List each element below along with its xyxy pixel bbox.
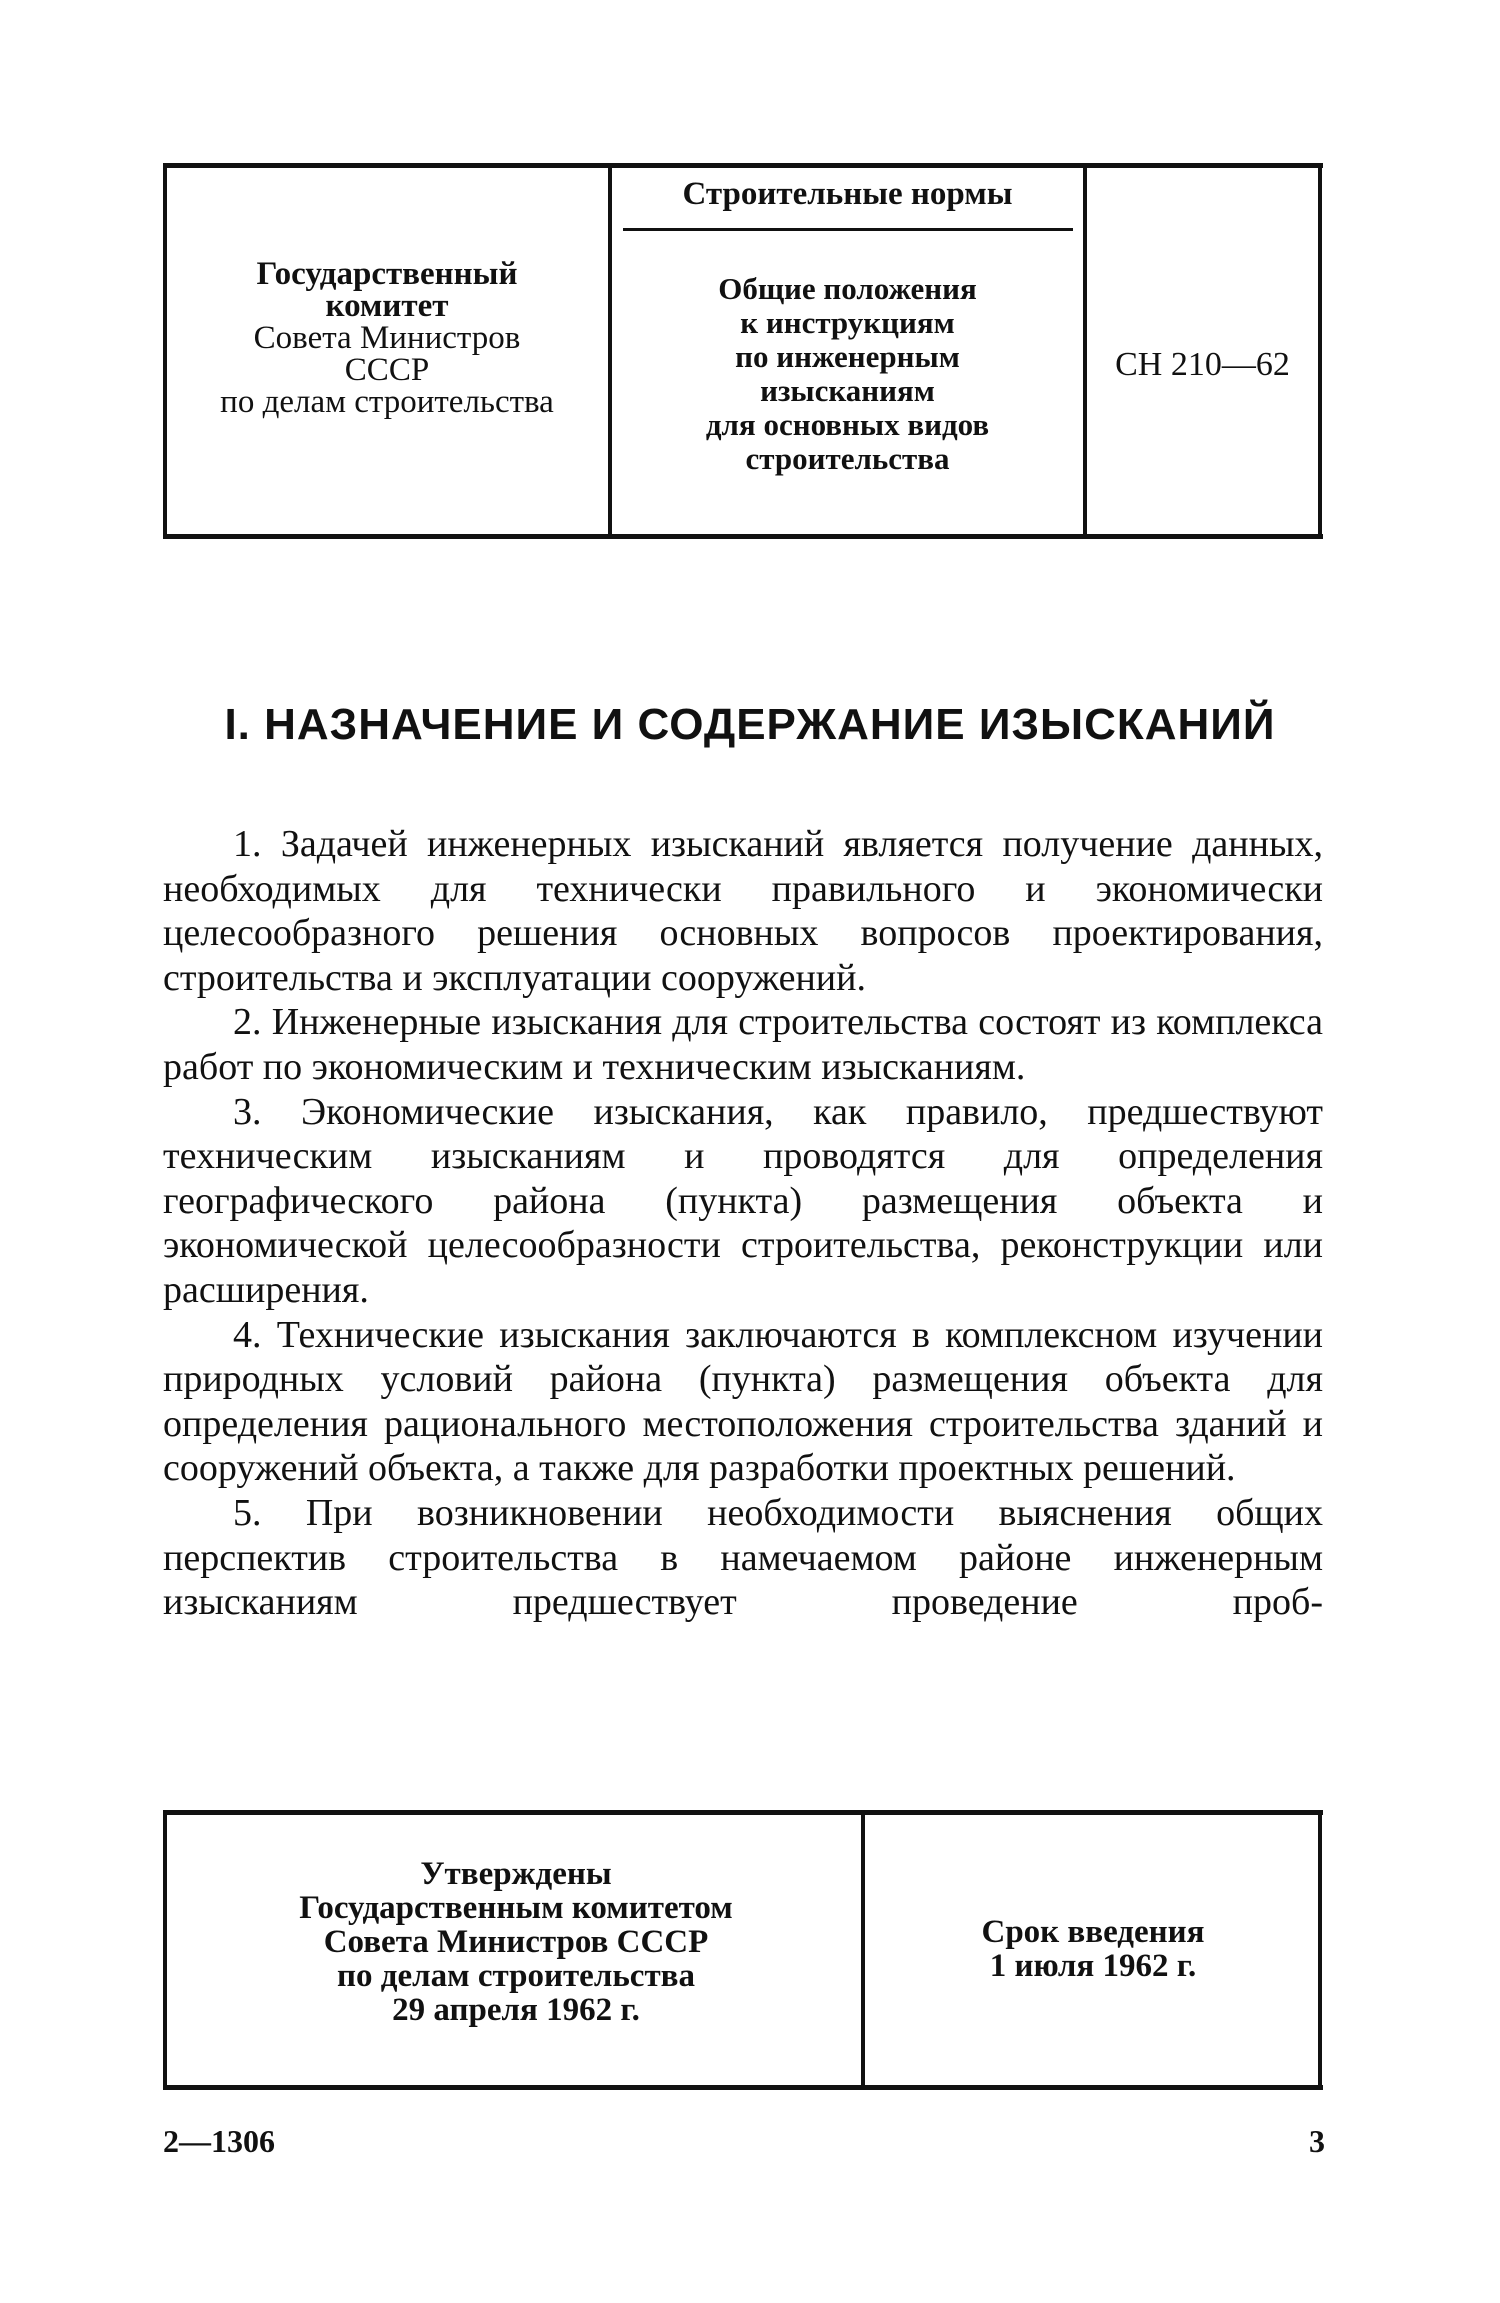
- header-border-right: [1318, 168, 1322, 534]
- paragraph-4: 4. Технические изыскания заключаются в комплексном изучении природных условий района (пункта) размещения объекта для определения рационального местоположения строительства зданий и сооружений объекта, а также для разработки проектных решений.: [163, 1313, 1323, 1490]
- section-heading: I. НАЗНАЧЕНИЕ И СОДЕРЖАНИЕ ИЗЫСКАНИЙ: [224, 700, 1276, 749]
- paragraph-3: 3. Экономические изыскания, как правило, предшествуют техническим изысканиям и проводятся для определения географического района (пункта) размещения объекта и экономической целесообразности строительства, реконструкции или расширения.: [163, 1090, 1323, 1311]
- effective-date-block: [863, 1915, 1323, 1983]
- document-code: СН 210—62: [1115, 346, 1290, 383]
- approval-line: Государственным комитетом: [299, 1890, 733, 1926]
- title-line: Общие положения: [718, 271, 977, 306]
- body-text: [163, 822, 1323, 1625]
- approval-line: по делам строительства: [337, 1958, 695, 1994]
- document-title: [612, 272, 1083, 476]
- issuer-line: СССР: [344, 352, 430, 388]
- header-table: [163, 163, 1323, 539]
- approval-table: [163, 1810, 1323, 2090]
- approval-block: [171, 1857, 861, 2027]
- paragraph-1: 1. Задачей инженерных изысканий является получение данных, необходимых для технически правильного и экономически целесообразного решения основных вопросов проектирования, строительства и эксплуатации сооружений.: [163, 823, 1323, 999]
- footer-border-left: [163, 1815, 167, 2085]
- issuer-line: по делам строительства: [220, 384, 554, 420]
- title-line: по инженерным: [735, 339, 960, 374]
- print-code: 2—1306: [163, 2123, 275, 2159]
- page-number: 3: [1309, 2123, 1325, 2159]
- approval-line: Совета Министров СССР: [323, 1924, 709, 1960]
- title-line: строительства: [745, 441, 950, 476]
- effective-line: Срок введения: [981, 1914, 1205, 1950]
- issuer-line: комитет: [325, 288, 449, 324]
- issuer-line: Государственный: [256, 256, 518, 292]
- paragraph-2: 2. Инженерные изыскания для строительства состоят из комплекса работ по экономическим и техническим изысканиям.: [163, 1001, 1323, 1088]
- title-line: к инструкциям: [740, 305, 955, 340]
- category-underline: [623, 228, 1073, 231]
- title-line: для основных видов: [705, 407, 990, 442]
- issuer-block: [167, 258, 607, 418]
- issuer-line: Совета Министров: [253, 320, 521, 356]
- effective-line: 1 июля 1962 г.: [989, 1948, 1197, 1984]
- approval-line: 29 апреля 1962 г.: [392, 1992, 640, 2028]
- category-label: Строительные нормы: [682, 176, 1013, 212]
- approval-line: Утверждены: [420, 1856, 612, 1892]
- paragraph-5: 5. При возникновении необходимости выяснения общих перспектив строительства в намечаемом районе инженерным изысканиям предшествует проведение проб-: [163, 1491, 1323, 1624]
- title-line: изысканиям: [760, 373, 935, 408]
